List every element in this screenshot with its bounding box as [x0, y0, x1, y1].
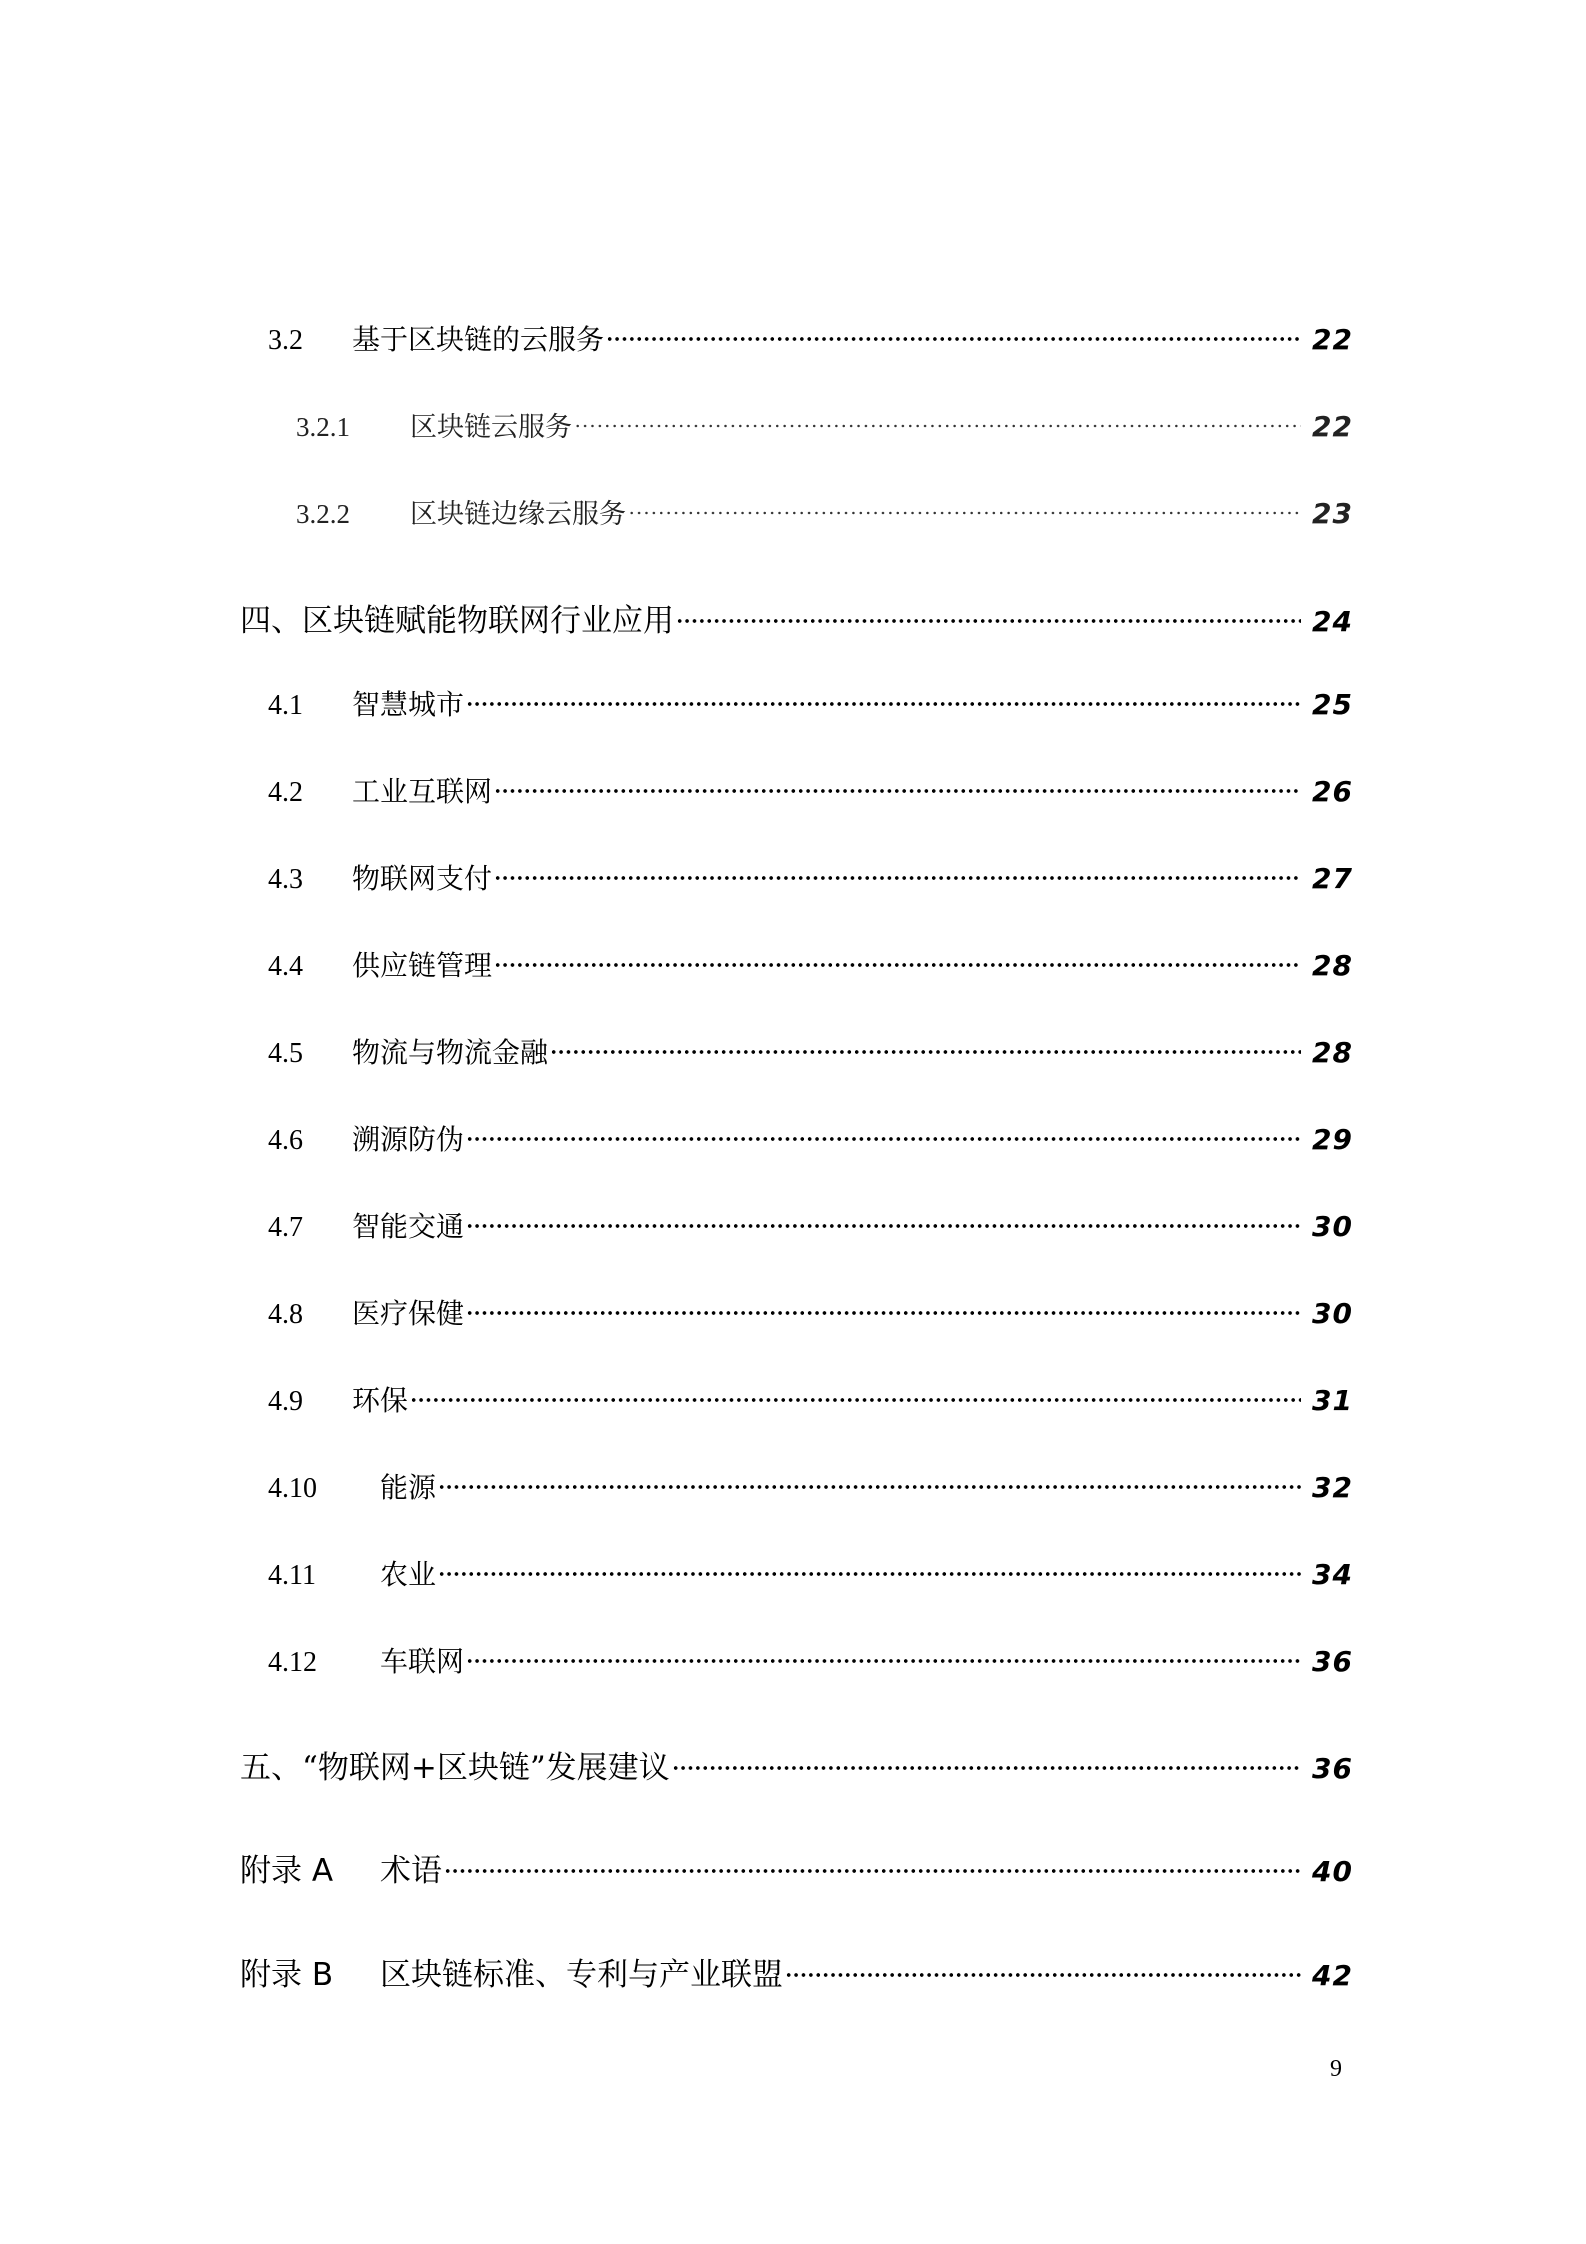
toc-entry-title: 能源 — [380, 1471, 437, 1504]
toc-entry-number: 4.9 — [268, 1386, 303, 1417]
dot-leader — [466, 1657, 1301, 1665]
dot-leader — [550, 1048, 1301, 1056]
dot-leader — [466, 700, 1301, 708]
toc-entry-4-2[interactable] — [268, 770, 1353, 810]
dot-leader — [438, 1483, 1301, 1491]
toc-entry-title: 物联网支付 — [352, 862, 493, 895]
toc-entry-title: 农业 — [380, 1558, 437, 1591]
dot-leader — [494, 787, 1301, 795]
toc-entry-number: 4.2 — [268, 777, 303, 808]
toc-entry-3-2[interactable] — [268, 318, 1353, 358]
toc-entry-number: 3.2 — [268, 325, 303, 356]
toc-entry-title: 区块链标准、专利与产业联盟 — [380, 1957, 783, 1993]
dot-leader — [672, 1764, 1301, 1772]
toc-entry-3-2-2[interactable] — [296, 492, 1353, 532]
toc-entry-number: 五、 — [240, 1750, 302, 1785]
toc-entry-number: 附录 B — [240, 1957, 334, 1993]
toc-entry-title: 区块链边缘云服务 — [410, 499, 626, 530]
toc-entry-page: 42 — [1312, 1959, 1353, 1992]
toc-entry-page: 32 — [1312, 1471, 1353, 1504]
toc-entry-4-1[interactable] — [268, 683, 1353, 723]
toc-entry-number: 4.4 — [268, 951, 303, 982]
toc-entry-number: 4.10 — [268, 1473, 317, 1504]
toc-entry-number: 4.5 — [268, 1038, 303, 1069]
toc-entry-page: 24 — [1312, 605, 1353, 638]
toc-entry-number: 3.2.1 — [296, 412, 350, 442]
toc-entry-page: 27 — [1312, 862, 1353, 895]
dot-leader — [494, 961, 1301, 969]
toc-entry-number: 4.8 — [268, 1299, 303, 1330]
dot-leader — [676, 617, 1301, 625]
toc-entry-appendix-b[interactable] — [240, 1949, 1353, 1993]
toc-entry-title: 智慧城市 — [352, 688, 465, 721]
toc-entry-4-3[interactable] — [268, 857, 1353, 897]
toc-entry-number: 3.2.2 — [296, 499, 350, 529]
toc-entry-4-12[interactable] — [268, 1640, 1353, 1680]
toc-entry-number: 4.3 — [268, 864, 303, 895]
toc-entry-chapter-4[interactable] — [240, 595, 1353, 639]
dot-leader — [574, 422, 1301, 430]
dot-leader — [444, 1867, 1301, 1875]
toc-entry-title: 车联网 — [380, 1645, 465, 1678]
toc-entry-number: 4.12 — [268, 1647, 317, 1678]
toc-entry-4-10[interactable] — [268, 1466, 1353, 1506]
toc-entry-title: 医疗保健 — [352, 1297, 465, 1330]
dot-leader — [494, 874, 1301, 882]
toc-entry-4-4[interactable] — [268, 944, 1353, 984]
toc-entry-title: 工业互联网 — [352, 775, 493, 808]
toc-entry-number: 4.1 — [268, 690, 303, 721]
toc-entry-page: 40 — [1312, 1855, 1353, 1888]
toc-entry-title: 供应链管理 — [352, 949, 493, 982]
toc-entry-page: 34 — [1312, 1558, 1353, 1591]
toc-entry-4-7[interactable] — [268, 1205, 1353, 1245]
toc-entry-page: 31 — [1312, 1384, 1353, 1417]
toc-entry-number: 四、 — [240, 603, 302, 638]
toc-entry-4-11[interactable] — [268, 1553, 1353, 1593]
toc-entry-title: 环保 — [352, 1384, 409, 1417]
toc-entry-4-8[interactable] — [268, 1292, 1353, 1332]
toc-entry-number: 4.11 — [268, 1560, 316, 1591]
toc-entry-appendix-a[interactable] — [240, 1845, 1353, 1889]
toc-entry-title: 溯源防伪 — [352, 1123, 465, 1156]
toc-entry-page: 28 — [1312, 949, 1353, 982]
toc-entry-title: 区块链云服务 — [410, 412, 572, 443]
toc-entry-number: 4.6 — [268, 1125, 303, 1156]
toc-entry-page: 30 — [1312, 1297, 1353, 1330]
toc-entry-title: 基于区块链的云服务 — [352, 323, 605, 356]
toc-entry-title: “物联网+区块链”发展建议 — [302, 1750, 670, 1786]
dot-leader — [606, 335, 1301, 343]
dot-leader — [785, 1971, 1301, 1979]
toc-entry-page: 22 — [1312, 323, 1353, 356]
dot-leader — [410, 1396, 1301, 1404]
toc-entry-4-9[interactable] — [268, 1379, 1353, 1419]
toc-entry-4-6[interactable] — [268, 1118, 1353, 1158]
toc-entry-page: 29 — [1312, 1123, 1353, 1156]
dot-leader — [466, 1222, 1301, 1230]
toc-entry-chapter-5[interactable] — [240, 1742, 1353, 1786]
toc-entry-page: 22 — [1312, 410, 1353, 443]
toc-entry-title: 智能交通 — [352, 1210, 465, 1243]
toc-entry-number: 附录 A — [240, 1853, 334, 1889]
dot-leader — [466, 1135, 1301, 1143]
toc-entry-3-2-1[interactable] — [296, 405, 1353, 445]
toc-entry-title: 术语 — [380, 1853, 442, 1889]
dot-leader — [628, 509, 1301, 517]
toc-entry-page: 25 — [1312, 688, 1353, 721]
toc-entry-page: 36 — [1312, 1645, 1353, 1678]
toc-entry-title: 物流与物流金融 — [352, 1036, 549, 1069]
toc-entry-number: 4.7 — [268, 1212, 303, 1243]
toc-entry-page: 28 — [1312, 1036, 1353, 1069]
toc-entry-4-5[interactable] — [268, 1031, 1353, 1071]
toc-entry-page: 36 — [1312, 1752, 1353, 1785]
page-number: 9 — [1330, 2056, 1342, 2082]
toc-entry-title: 区块链赋能物联网行业应用 — [302, 603, 674, 639]
dot-leader — [438, 1570, 1301, 1578]
dot-leader — [466, 1309, 1301, 1317]
toc-entry-page: 23 — [1312, 497, 1353, 530]
toc-entry-page: 30 — [1312, 1210, 1353, 1243]
toc-entry-page: 26 — [1312, 775, 1353, 808]
